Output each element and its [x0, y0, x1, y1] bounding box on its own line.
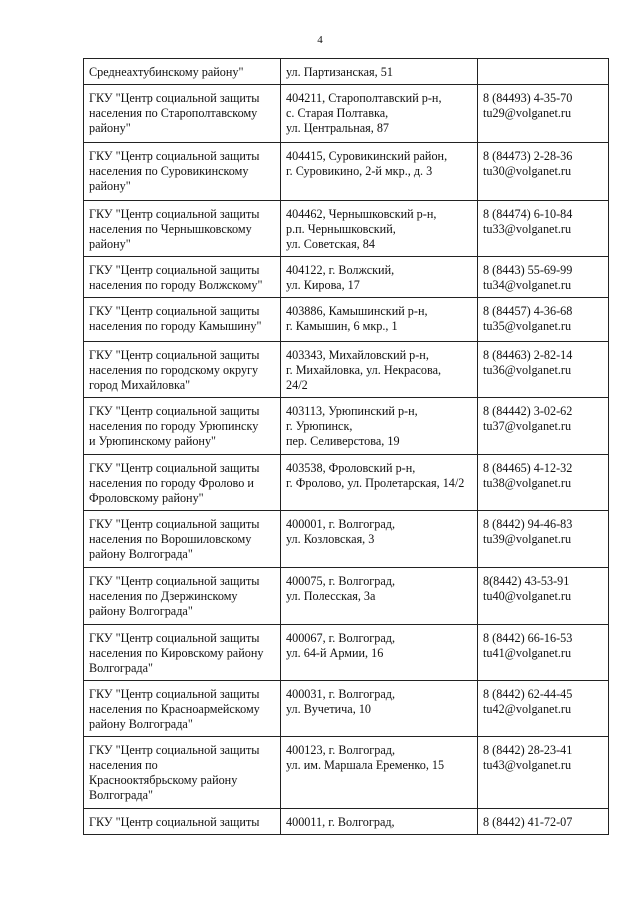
email-address: tu34@volganet.ru — [483, 278, 572, 292]
org-name-line: ГКУ "Центр социальной защиты — [89, 149, 260, 163]
contact-cell — [478, 625, 609, 681]
org-name-line: населения по городскому округу — [89, 363, 259, 377]
address-cell — [281, 398, 478, 455]
address-line: 403343, Михайловский р-н, — [286, 348, 429, 362]
org-name-line: населения по Чернышковскому — [89, 222, 252, 236]
email-address: tu35@volganet.ru — [483, 319, 572, 333]
org-name-cell — [84, 398, 281, 455]
contact-cell — [478, 737, 609, 809]
address-cell — [281, 257, 478, 298]
phone-number: 8 (8443) 55-69-99 — [483, 263, 573, 277]
address-cell — [281, 85, 478, 143]
address-cell — [281, 511, 478, 568]
phone-number: 8 (8442) 62-44-45 — [483, 687, 573, 701]
org-name-line: ГКУ "Центр социальной защиты — [89, 815, 260, 829]
phone-number: 8 (84463) 2-82-14 — [483, 348, 573, 362]
org-name-line: ГКУ "Центр социальной защиты — [89, 687, 260, 701]
email-address: tu41@volganet.ru — [483, 646, 572, 660]
org-name-line: населения по Кировскому району — [89, 646, 264, 660]
org-name-line: ГКУ "Центр социальной защиты — [89, 348, 260, 362]
org-name-cell — [84, 298, 281, 342]
table-row — [84, 681, 609, 737]
address-cell — [281, 201, 478, 257]
org-name-line: району Волгограда" — [89, 717, 193, 731]
contact-cell — [478, 342, 609, 398]
address-line: ул. Полесская, 3а — [286, 589, 376, 603]
address-line: 404462, Чернышковский р-н, — [286, 207, 437, 221]
contact-cell — [478, 809, 609, 835]
org-name-line: Краснооктябрьскому району — [89, 773, 238, 787]
contact-cell — [478, 59, 609, 85]
address-line: ул. Кирова, 17 — [286, 278, 360, 292]
email-address: tu29@volganet.ru — [483, 106, 572, 120]
table-row — [84, 143, 609, 201]
email-address: tu36@volganet.ru — [483, 363, 572, 377]
address-line: р.п. Чернышковский, — [286, 222, 396, 236]
address-line: 404122, г. Волжский, — [286, 263, 395, 277]
org-name-cell — [84, 568, 281, 625]
address-cell — [281, 342, 478, 398]
address-line: 400067, г. Волгоград, — [286, 631, 396, 645]
org-name-cell — [84, 625, 281, 681]
org-name-line: району" — [89, 121, 131, 135]
contact-cell — [478, 398, 609, 455]
phone-number: 8 (84442) 3-02-62 — [483, 404, 573, 418]
org-name-line: ГКУ "Центр социальной защиты — [89, 743, 260, 757]
address-line: ул. им. Маршала Еременко, 15 — [286, 758, 445, 772]
table-row — [84, 257, 609, 298]
address-line: г. Камышин, 6 мкр., 1 — [286, 319, 398, 333]
table-row — [84, 809, 609, 835]
contact-cell — [478, 298, 609, 342]
contact-cell — [478, 85, 609, 143]
phone-number: 8 (84473) 2-28-36 — [483, 149, 573, 163]
address-cell — [281, 143, 478, 201]
org-name-line: населения по — [89, 758, 158, 772]
org-name-line: населения по Старополтавскому — [89, 106, 258, 120]
phone-number: 8(8442) 43-53-91 — [483, 574, 570, 588]
contact-cell — [478, 455, 609, 511]
org-name-line: населения по городу Урюпинску — [89, 419, 259, 433]
org-name-line: ГКУ "Центр социальной защиты — [89, 91, 260, 105]
org-name-line: Волгограда" — [89, 788, 154, 802]
table-row — [84, 342, 609, 398]
org-name-cell — [84, 455, 281, 511]
address-line: 400075, г. Волгоград, — [286, 574, 396, 588]
org-name-line: населения по Красноармейскому — [89, 702, 260, 716]
phone-number: 8 (8442) 94-46-83 — [483, 517, 573, 531]
address-line: 400011, г. Волгоград, — [286, 815, 395, 829]
table-row — [84, 201, 609, 257]
org-name-cell — [84, 201, 281, 257]
org-name-cell — [84, 809, 281, 835]
address-line: ул. Советская, 84 — [286, 237, 375, 251]
org-name-cell — [84, 59, 281, 85]
org-name-cell — [84, 737, 281, 809]
table-row — [84, 511, 609, 568]
table-row — [84, 455, 609, 511]
org-name-line: Волгограда" — [89, 661, 154, 675]
org-name-line: району" — [89, 179, 131, 193]
org-name-line: ГКУ "Центр социальной защиты — [89, 461, 260, 475]
address-line: 400123, г. Волгоград, — [286, 743, 396, 757]
org-name-line: ГКУ "Центр социальной защиты — [89, 631, 260, 645]
contact-cell — [478, 681, 609, 737]
table-row — [84, 298, 609, 342]
address-cell — [281, 59, 478, 85]
address-line: 403113, Урюпинский р-н, — [286, 404, 418, 418]
org-name-line: ГКУ "Центр социальной защиты — [89, 404, 260, 418]
address-cell — [281, 681, 478, 737]
address-line: 404415, Суровикинский район, — [286, 149, 448, 163]
address-cell — [281, 737, 478, 809]
org-name-line: району Волгограда" — [89, 604, 193, 618]
org-name-line: району" — [89, 237, 131, 251]
address-line: г. Фролово, ул. Пролетарская, 14/2 — [286, 476, 465, 490]
address-line: с. Старая Полтавка, — [286, 106, 389, 120]
email-address: tu43@volganet.ru — [483, 758, 572, 772]
table-row — [84, 398, 609, 455]
contact-cell — [478, 143, 609, 201]
org-name-line: ГКУ "Центр социальной защиты — [89, 304, 260, 318]
address-line: 403886, Камышинский р-н, — [286, 304, 428, 318]
org-name-cell — [84, 143, 281, 201]
email-address: tu38@volganet.ru — [483, 476, 572, 490]
table-row — [84, 625, 609, 681]
org-name-line: району Волгограда" — [89, 547, 193, 561]
address-line: 400031, г. Волгоград, — [286, 687, 396, 701]
org-name-line: город Михайловка" — [89, 378, 191, 392]
phone-number: 8 (84474) 6-10-84 — [483, 207, 573, 221]
email-address: tu42@volganet.ru — [483, 702, 572, 716]
page-number: 4 — [317, 34, 323, 46]
email-address: tu37@volganet.ru — [483, 419, 572, 433]
contacts-table-body — [84, 59, 609, 835]
address-cell — [281, 809, 478, 835]
address-cell — [281, 568, 478, 625]
org-name-line: населения по городу Волжскому" — [89, 278, 263, 292]
org-name-cell — [84, 511, 281, 568]
phone-number: 8 (84465) 4-12-32 — [483, 461, 573, 475]
address-line: 403538, Фроловский р-н, — [286, 461, 416, 475]
org-name-line: населения по городу Камышину" — [89, 319, 262, 333]
address-line: 24/2 — [286, 378, 308, 392]
org-name-line: Среднеахтубинскому району" — [89, 65, 244, 79]
email-address: tu30@volganet.ru — [483, 164, 572, 178]
address-cell — [281, 625, 478, 681]
org-name-cell — [84, 342, 281, 398]
org-name-line: ГКУ "Центр социальной защиты — [89, 517, 260, 531]
address-line: г. Суровикино, 2-й мкр., д. 3 — [286, 164, 433, 178]
org-name-cell — [84, 257, 281, 298]
org-name-line: Фроловскому району" — [89, 491, 204, 505]
contacts-table — [83, 58, 609, 835]
contact-cell — [478, 568, 609, 625]
org-name-line: населения по городу Фролово и — [89, 476, 254, 490]
table-row — [84, 568, 609, 625]
org-name-line: ГКУ "Центр социальной защиты — [89, 207, 260, 221]
org-name-line: населения по Ворошиловскому — [89, 532, 252, 546]
phone-number: 8 (84493) 4-35-70 — [483, 91, 573, 105]
contact-cell — [478, 257, 609, 298]
phone-number: 8 (8442) 41-72-07 — [483, 815, 573, 829]
org-name-line: ГКУ "Центр социальной защиты — [89, 574, 260, 588]
address-line: г. Михайловка, ул. Некрасова, — [286, 363, 442, 377]
address-line: 404211, Старополтавский р-н, — [286, 91, 442, 105]
email-address: tu39@volganet.ru — [483, 532, 572, 546]
phone-number: 8 (8442) 28-23-41 — [483, 743, 573, 757]
contact-cell — [478, 511, 609, 568]
phone-number: 8 (8442) 66-16-53 — [483, 631, 573, 645]
table-row — [84, 737, 609, 809]
address-cell — [281, 298, 478, 342]
table-row — [84, 85, 609, 143]
address-line: 400001, г. Волгоград, — [286, 517, 396, 531]
org-name-cell — [84, 681, 281, 737]
org-name-line: и Урюпинскому району" — [89, 434, 217, 448]
email-address: tu40@volganet.ru — [483, 589, 572, 603]
org-name-line: населения по Дзержинскому — [89, 589, 238, 603]
address-line: пер. Селиверстова, 19 — [286, 434, 400, 448]
address-cell — [281, 455, 478, 511]
org-name-line: ГКУ "Центр социальной защиты — [89, 263, 260, 277]
phone-number: 8 (84457) 4-36-68 — [483, 304, 573, 318]
email-address: tu33@volganet.ru — [483, 222, 572, 236]
address-line: г. Урюпинск, — [286, 419, 353, 433]
address-line: ул. Козловская, 3 — [286, 532, 375, 546]
org-name-line: населения по Суровикинскому — [89, 164, 249, 178]
address-line: ул. 64-й Армии, 16 — [286, 646, 384, 660]
address-line: ул. Вучетича, 10 — [286, 702, 372, 716]
table-row — [84, 59, 609, 85]
address-line: ул. Центральная, 87 — [286, 121, 390, 135]
address-line: ул. Партизанская, 51 — [286, 65, 393, 79]
org-name-cell — [84, 85, 281, 143]
contact-cell — [478, 201, 609, 257]
